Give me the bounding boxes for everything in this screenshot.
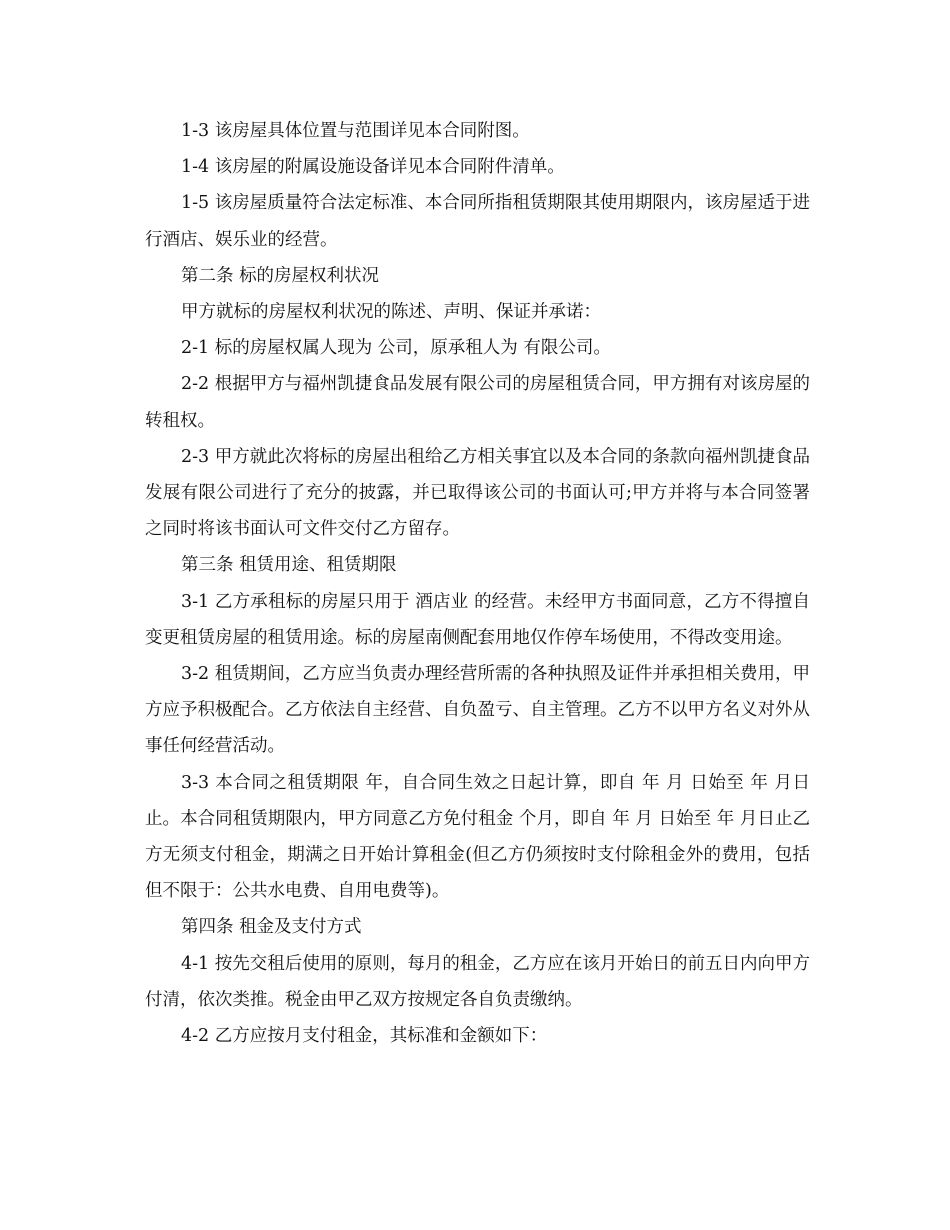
- clause-4-1: 4-1 按先交租后使用的原则，每月的租金，乙方应在该月开始日的前五日内向甲方付清，依次类推。税金由甲乙双方按规定各自负责缴纳。: [145, 953, 810, 1010]
- clause-1-3: 1-3 该房屋具体位置与范围详见本合同附图。: [181, 121, 530, 141]
- clause-2-1: 2-1 标的房屋权属人现为 公司，原承租人为 有限公司。: [181, 338, 611, 359]
- clause-2-3: 2-3 甲方就此次将标的房屋出租给乙方相关事宜以及本合同的条款向福州凯捷食品发展有限公司进行了充分的披露，并已取得该公司的书面认可;甲方并将与本合同签署之同时将该书面认可文件交付乙方留存。: [145, 446, 810, 540]
- article-3-heading: 第三条 租赁用途、租赁期限: [181, 555, 397, 576]
- clause-2-2: 2-2 根据甲方与福州凯捷食品发展有限公司的房屋租赁合同，甲方拥有对该房屋的转租权。: [145, 374, 810, 431]
- article-4-heading: 第四条 租金及支付方式: [181, 917, 362, 938]
- clause-3-1: 3-1 乙方承租标的房屋只用于 酒店业 的经营。未经甲方书面同意，乙方不得擅自变更租赁房屋的租赁用途。标的房屋南侧配套用地仅作停车场使用，不得改变用途。: [145, 591, 810, 648]
- clause-3-3: 3-3 本合同之租赁期限 年，自合同生效之日起计算，即自 年 月 日始至 年 月日止。本合同租赁期限内，甲方同意乙方免付租金 个月，即自 年 月 日始至 年 月日止乙方无须支付租金，期满之日开始计算租金(但乙方仍须按时支付除租金外的费用，包括但不限于：公共水电费、自用电费等)。: [145, 772, 810, 902]
- article-2-intro: 甲方就标的房屋权利状况的陈述、声明、保证并承诺：: [181, 302, 601, 323]
- article-2-heading: 第二条 标的房屋权利状况: [181, 265, 380, 286]
- clause-4-2: 4-2 乙方应按月支付租金，其标准和金额如下：: [181, 1026, 548, 1047]
- document-body: [145, 113, 810, 1054]
- clause-1-5: 1-5 该房屋质量符合法定标准、本合同所指租赁期限其使用期限内，该房屋适于进行酒店、娱乐业的经营。: [145, 193, 810, 250]
- clause-1-4: 1-4 该房屋的附属设施设备详见本合同附件清单。: [181, 157, 565, 178]
- clause-3-2: 3-2 租赁期间，乙方应当负责办理经营所需的各种执照及证件并承担相关费用，甲方应予积极配合。乙方依法自主经营、自负盈亏、自主管理。乙方不以甲方名义对外从事任何经营活动。: [145, 664, 810, 757]
